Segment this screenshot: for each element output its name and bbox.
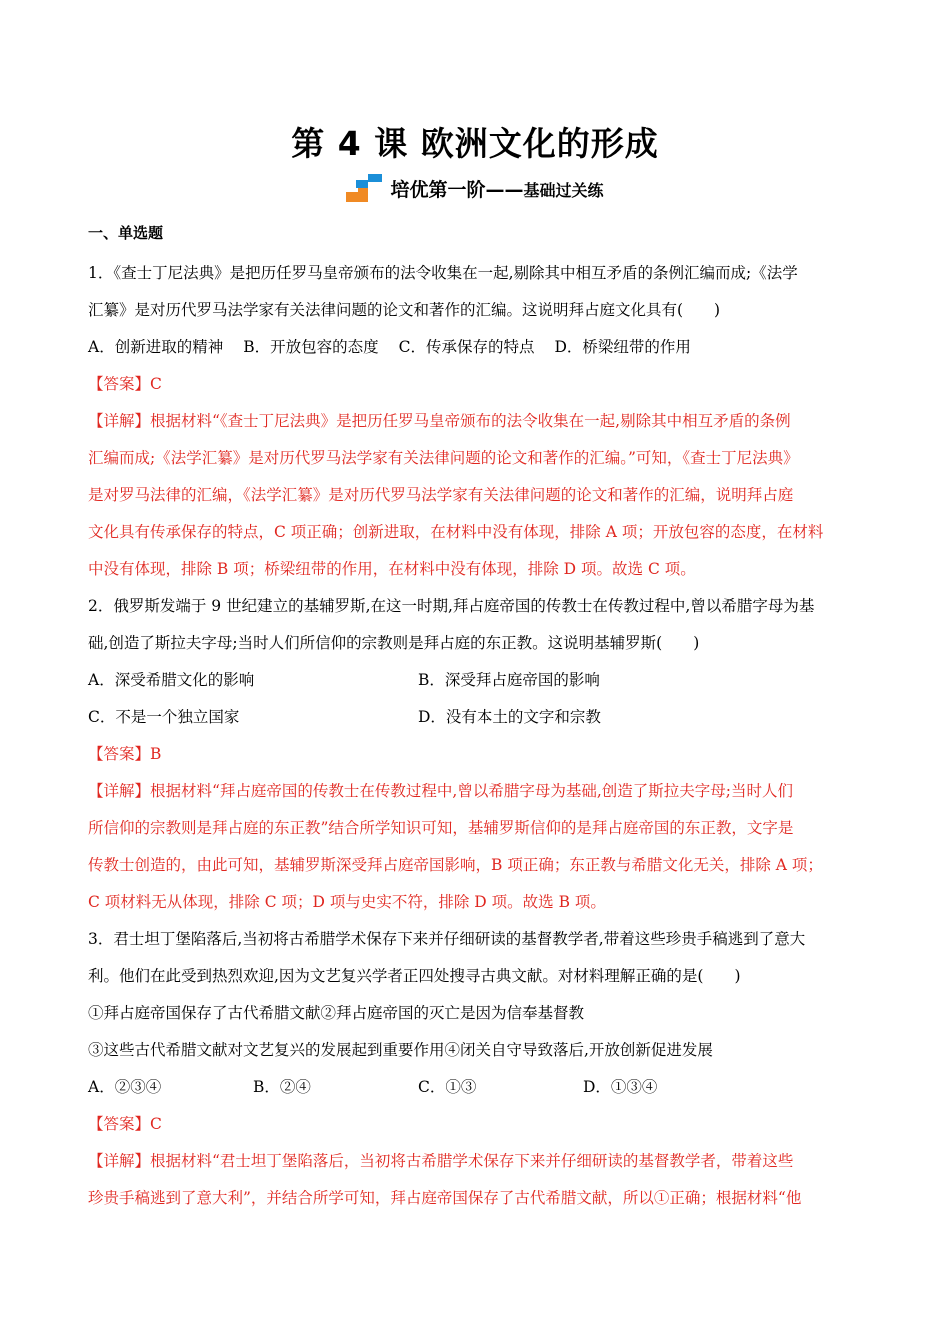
- question-3-statements: ③这些古代希腊文献对文艺复兴的发展起到重要作用④闭关自守导致落后,开放创新促进发展: [88, 1041, 713, 1059]
- option-d: D．桥梁纽带的作用: [554, 338, 691, 356]
- option-c: C．①③: [418, 1078, 477, 1096]
- subtitle: [346, 174, 603, 202]
- question-1-detail: 【详解】根据材料“《查士丁尼法典》是把历任罗马皇帝颁布的法令收集在一起,剔除其中相互矛盾的条例: [88, 412, 791, 430]
- question-1-detail: 中没有体现，排除 B 项；桥梁纽带的作用，在材料中没有体现，排除 D 项。故选 C 项。: [88, 560, 696, 578]
- question-1-text: 汇纂》是对历代罗马法学家有关法律问题的论文和著作的汇编。这说明拜占庭文化具有( ): [88, 301, 721, 319]
- question-list: [88, 255, 868, 1217]
- question-2-detail: 传教士创造的，由此可知，基辅罗斯深受拜占庭帝国影响，B 项正确；东正教与希腊文化无关，排除 A 项；: [88, 856, 823, 874]
- question-1-detail: 文化具有传承保存的特点，C 项正确；创新进取，在材料中没有体现，排除 A 项；开放包容的态度，在材料: [88, 523, 824, 541]
- question-1-detail: 是对罗马法律的汇编，《法学汇纂》是对历代罗马法学家有关法律问题的论文和著作的汇编，说明拜占庭: [88, 486, 794, 504]
- question-1-text: 1．《查士丁尼法典》是把历任罗马皇帝颁布的法令收集在一起,剔除其中相互矛盾的条例汇编而成;《法学: [88, 264, 798, 282]
- subtitle-tail: 基础过关练: [523, 180, 604, 200]
- section-heading: 一、单选题: [88, 224, 164, 242]
- question-1-answer: 【答案】C: [88, 375, 162, 393]
- question-3-answer: 【答案】C: [88, 1115, 162, 1133]
- question-3-detail: 珍贵手稿逃到了意大利”，并结合所学可知，拜占庭帝国保存了古代希腊文献，所以①正确；根据材料“他: [88, 1189, 802, 1207]
- option-c: C．传承保存的特点: [398, 338, 535, 356]
- option-a: A．深受希腊文化的影响: [88, 671, 255, 689]
- option-b: B．②④: [253, 1078, 311, 1096]
- subtitle-main: 培优第一阶——: [390, 178, 524, 201]
- question-2-answer: 【答案】B: [88, 745, 162, 763]
- question-1-detail: 汇编而成;《法学汇纂》是对历代罗马法学家有关法律问题的论文和著作的汇编。”可知，《查士丁尼法典》: [88, 449, 799, 467]
- question-2-detail: 所信仰的宗教则是拜占庭的东正教”结合所学知识可知，基辅罗斯信仰的是拜占庭帝国的东正教，文字是: [88, 819, 794, 837]
- question-3-statements: ①拜占庭帝国保存了古代希腊文献②拜占庭帝国的灭亡是因为信奉基督教: [88, 1004, 585, 1022]
- stairs-logo-icon: [346, 174, 382, 202]
- question-3-detail: 【详解】根据材料“君士坦丁堡陷落后，当初将古希腊学术保存下来并仔细研读的基督教学者，带着这些: [88, 1152, 794, 1170]
- question-1-options: [88, 329, 868, 366]
- question-3-options: [88, 1069, 868, 1106]
- option-a: A．创新进取的精神: [88, 338, 224, 356]
- question-2-options: [88, 699, 868, 736]
- option-b: B．深受拜占庭帝国的影响: [418, 671, 600, 689]
- option-a: A．②③④: [88, 1078, 162, 1096]
- question-2-text: 础,创造了斯拉夫字母;当时人们所信仰的宗教则是拜占庭的东正教。这说明基辅罗斯( ): [88, 634, 700, 652]
- option-d: D．没有本土的文字和宗教: [418, 708, 601, 726]
- page-title: 第 4 课 欧洲文化的形成: [291, 124, 659, 163]
- question-2-options: [88, 662, 868, 699]
- question-2-text: 2．俄罗斯发端于 9 世纪建立的基辅罗斯,在这一时期,拜占庭帝国的传教士在传教过程中,曾以希腊字母为基: [88, 597, 815, 615]
- option-c: C．不是一个独立国家: [88, 708, 240, 726]
- question-3-text: 利。他们在此受到热烈欢迎,因为文艺复兴学者正四处搜寻古典文献。对材料理解正确的是( ): [88, 967, 741, 985]
- option-d: D．①③④: [583, 1078, 658, 1096]
- question-2-detail: 【详解】根据材料“拜占庭帝国的传教士在传教过程中,曾以希腊字母为基础,创造了斯拉夫字母;当时人们: [88, 782, 794, 800]
- question-2-detail: C 项材料无从体现，排除 C 项；D 项与史实不符，排除 D 项。故选 B 项。: [88, 893, 606, 911]
- question-3-text: 3．君士坦丁堡陷落后,当初将古希腊学术保存下来并仔细研读的基督教学者,带着这些珍贵手稿逃到了意大: [88, 930, 806, 948]
- option-b: B．开放包容的态度: [243, 338, 379, 356]
